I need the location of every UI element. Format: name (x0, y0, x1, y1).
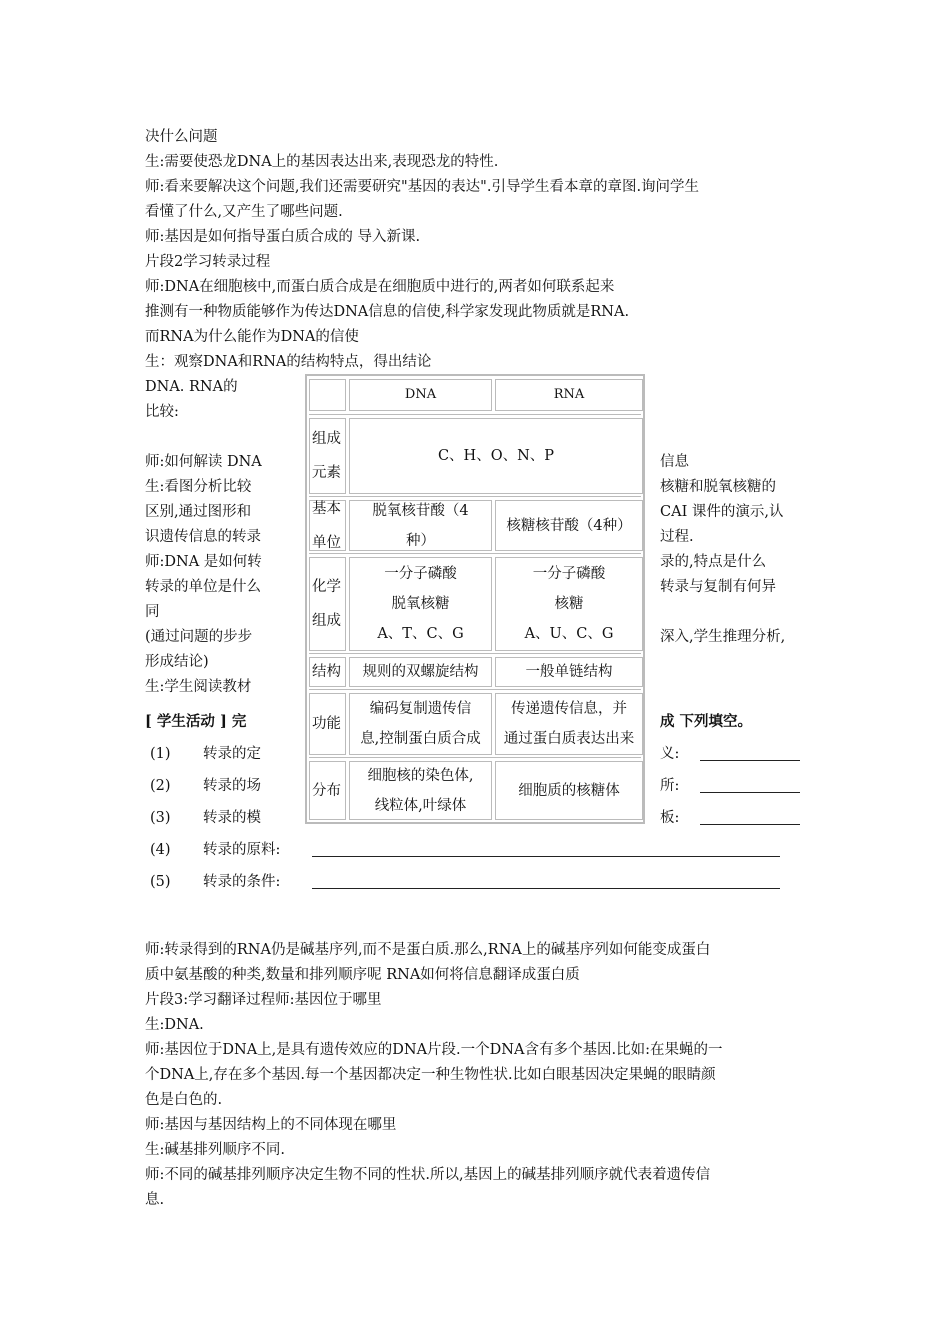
table-row (309, 757, 641, 823)
cell-line: 核糖 (554, 596, 584, 612)
table-row (309, 496, 641, 554)
rna-cell (495, 761, 643, 820)
item-label: 转录的场 (203, 778, 261, 794)
row-label: 组成元素 (309, 418, 346, 494)
student-activity-label: [ 学生活动 ] 完 (145, 713, 247, 730)
cell-line: 编码复制遗传信 (369, 701, 472, 717)
text-line: 色是白色的. (145, 1092, 223, 1108)
text-line: 转录与复制有何异 (660, 579, 776, 595)
cell-line: A、T、C、G (377, 626, 464, 642)
cell-line: 脱氧核苷酸（4 (372, 502, 469, 519)
cell-line: 一般单链结构 (525, 664, 613, 680)
dna-cell (349, 500, 492, 551)
text-line: 生:学生阅读教材 (145, 679, 252, 695)
item-tail: 义: (660, 746, 680, 762)
text-line: 师:基因位于DNA上,是具有遗传效应的DNA片段.一个DNA含有多个基因.比如:在果蝇的一 (145, 1042, 723, 1058)
item-number: (3) (150, 810, 171, 826)
text-line: 师:如何解读 DNA (145, 454, 262, 470)
table-row (309, 553, 641, 654)
text-line: 比较: (145, 404, 179, 420)
text-line: 生:看图分析比较 (145, 479, 252, 495)
fill-instruction: 成 下列填空。 (660, 713, 753, 730)
text-line: 录的,特点是什么 (660, 554, 767, 570)
cell-line: A、U、C、G (524, 626, 614, 642)
answer-blank[interactable] (700, 824, 800, 825)
answer-blank[interactable] (312, 888, 780, 889)
text-line: 转录的单位是什么 (145, 579, 261, 595)
header-dna: DNA (349, 379, 492, 411)
text-line: 片段2学习转录过程 (145, 254, 271, 270)
dna-rna-comparison-table (305, 374, 645, 824)
text-line: DNA. RNA的 (145, 379, 238, 395)
rna-cell (495, 500, 643, 551)
text-line: 看懂了什么,又产生了哪些问题. (145, 204, 343, 220)
text-line: 师:基因是如何指导蛋白质合成的 导入新课. (145, 229, 421, 245)
text-line: 师:DNA 是如何转 (145, 554, 262, 570)
text-line: (通过问题的步步 (145, 629, 253, 645)
row-label: 分布 (309, 761, 346, 820)
cell-line: 细胞质的核糖体 (518, 782, 620, 799)
rna-cell (495, 693, 643, 755)
header-rna: RNA (495, 379, 643, 411)
text-line: 形成结论) (145, 654, 209, 670)
table-row (309, 689, 641, 758)
item-number: (4) (150, 842, 171, 858)
cell-line: 细胞核的染色体, (367, 767, 474, 784)
text-line: 片段3:学习翻译过程师:基因位于哪里 (145, 992, 382, 1008)
item-label: 转录的定 (203, 746, 261, 762)
header-blank-cell (309, 379, 346, 411)
span-cell: C、H、O、N、P (349, 418, 643, 494)
dna-cell (349, 761, 492, 820)
row-label: 功能 (309, 693, 346, 755)
rna-cell (495, 657, 643, 687)
cell-line: 息,控制蛋白质合成 (360, 731, 481, 747)
text-line: 深入,学生推理分析, (660, 629, 786, 645)
table-row (309, 653, 641, 690)
text-line: 过程. (660, 529, 694, 545)
answer-blank[interactable] (700, 792, 800, 793)
text-line: 师:DNA在细胞核中,而蛋白质合成是在细胞质中进行的,两者如何联系起来 (145, 279, 615, 295)
cell-line: 线粒体,叶绿体 (374, 797, 467, 814)
text-line: 师:转录得到的RNA仍是碱基序列,而不是蛋白质.那么,RNA上的碱基序列如何能变成蛋白 (145, 942, 711, 958)
dna-cell (349, 693, 492, 755)
item-number: (2) (150, 778, 171, 794)
item-label: 转录的模 (203, 810, 261, 826)
row-label: 基本单位 (309, 500, 346, 551)
table-row (309, 414, 641, 497)
text-line: 质中氨基酸的种类,数量和排列顺序呢 RNA如何将信息翻译成蛋白质 (145, 967, 580, 983)
item-tail: 所: (660, 778, 680, 794)
cell-line: 一分子磷酸 (532, 566, 606, 582)
item-label: 转录的原料: (203, 842, 281, 858)
dna-cell (349, 557, 492, 651)
text-line: 核糖和脱氧核糖的 (660, 479, 776, 495)
cell-line: 脱氧核糖 (391, 596, 450, 612)
text-line: 生：观察DNA和RNA的结构特点，得出结论 (145, 354, 432, 370)
row-label: 结构 (309, 657, 346, 687)
item-number: (1) (150, 746, 171, 762)
text-line: 师:看来要解决这个问题,我们还需要研究"基因的表达".引导学生看本章的章图.询问学生 (145, 179, 700, 195)
rna-cell (495, 557, 643, 651)
text-line: 生:需要使恐龙DNA上的基因表达出来,表现恐龙的特性. (145, 154, 499, 170)
text-line: 识遗传信息的转录 (145, 529, 261, 545)
cell-line: 核糖核苷酸（4种） (506, 517, 632, 534)
item-tail: 板: (660, 810, 680, 826)
text-line: 生:碱基排列顺序不同. (145, 1142, 285, 1158)
text-line: 区别,通过图形和 (145, 504, 252, 520)
text-line: 决什么问题 (145, 129, 218, 145)
text-line: 信息 (660, 454, 689, 470)
text-line: 而RNA为什么能作为DNA的信使 (145, 329, 359, 345)
row-label: 化学组成 (309, 557, 346, 651)
item-number: (5) (150, 874, 171, 890)
text-line: 个DNA上,存在多个基因.每一个基因都决定一种生物性状.比如白眼基因决定果蝇的眼睛颜 (145, 1067, 716, 1083)
table-header-row (309, 376, 641, 414)
text-line: 息. (145, 1192, 165, 1208)
cell-line: 传递遗传信息，并 (511, 701, 627, 717)
item-label: 转录的条件: (203, 874, 281, 890)
cell-line: 规则的双螺旋结构 (362, 664, 479, 680)
text-line: 师:不同的碱基排列顺序决定生物不同的性状.所以,基因上的碱基排列顺序就代表着遗传信 (145, 1167, 711, 1183)
cell-line: 通过蛋白质表达出来 (503, 731, 635, 747)
text-line: 生:DNA. (145, 1017, 204, 1033)
answer-blank[interactable] (700, 760, 800, 761)
text-line: 同 (145, 604, 160, 620)
dna-cell (349, 657, 492, 687)
text-line: CAI 课件的演示,认 (660, 504, 784, 520)
answer-blank[interactable] (312, 856, 780, 857)
text-line: 推测有一种物质能够作为传达DNA信息的信使,科学家发现此物质就是RNA. (145, 304, 630, 320)
cell-line: 种） (405, 532, 435, 549)
text-line: 师:基因与基因结构上的不同体现在哪里 (145, 1117, 397, 1133)
cell-line: 一分子磷酸 (384, 566, 457, 582)
